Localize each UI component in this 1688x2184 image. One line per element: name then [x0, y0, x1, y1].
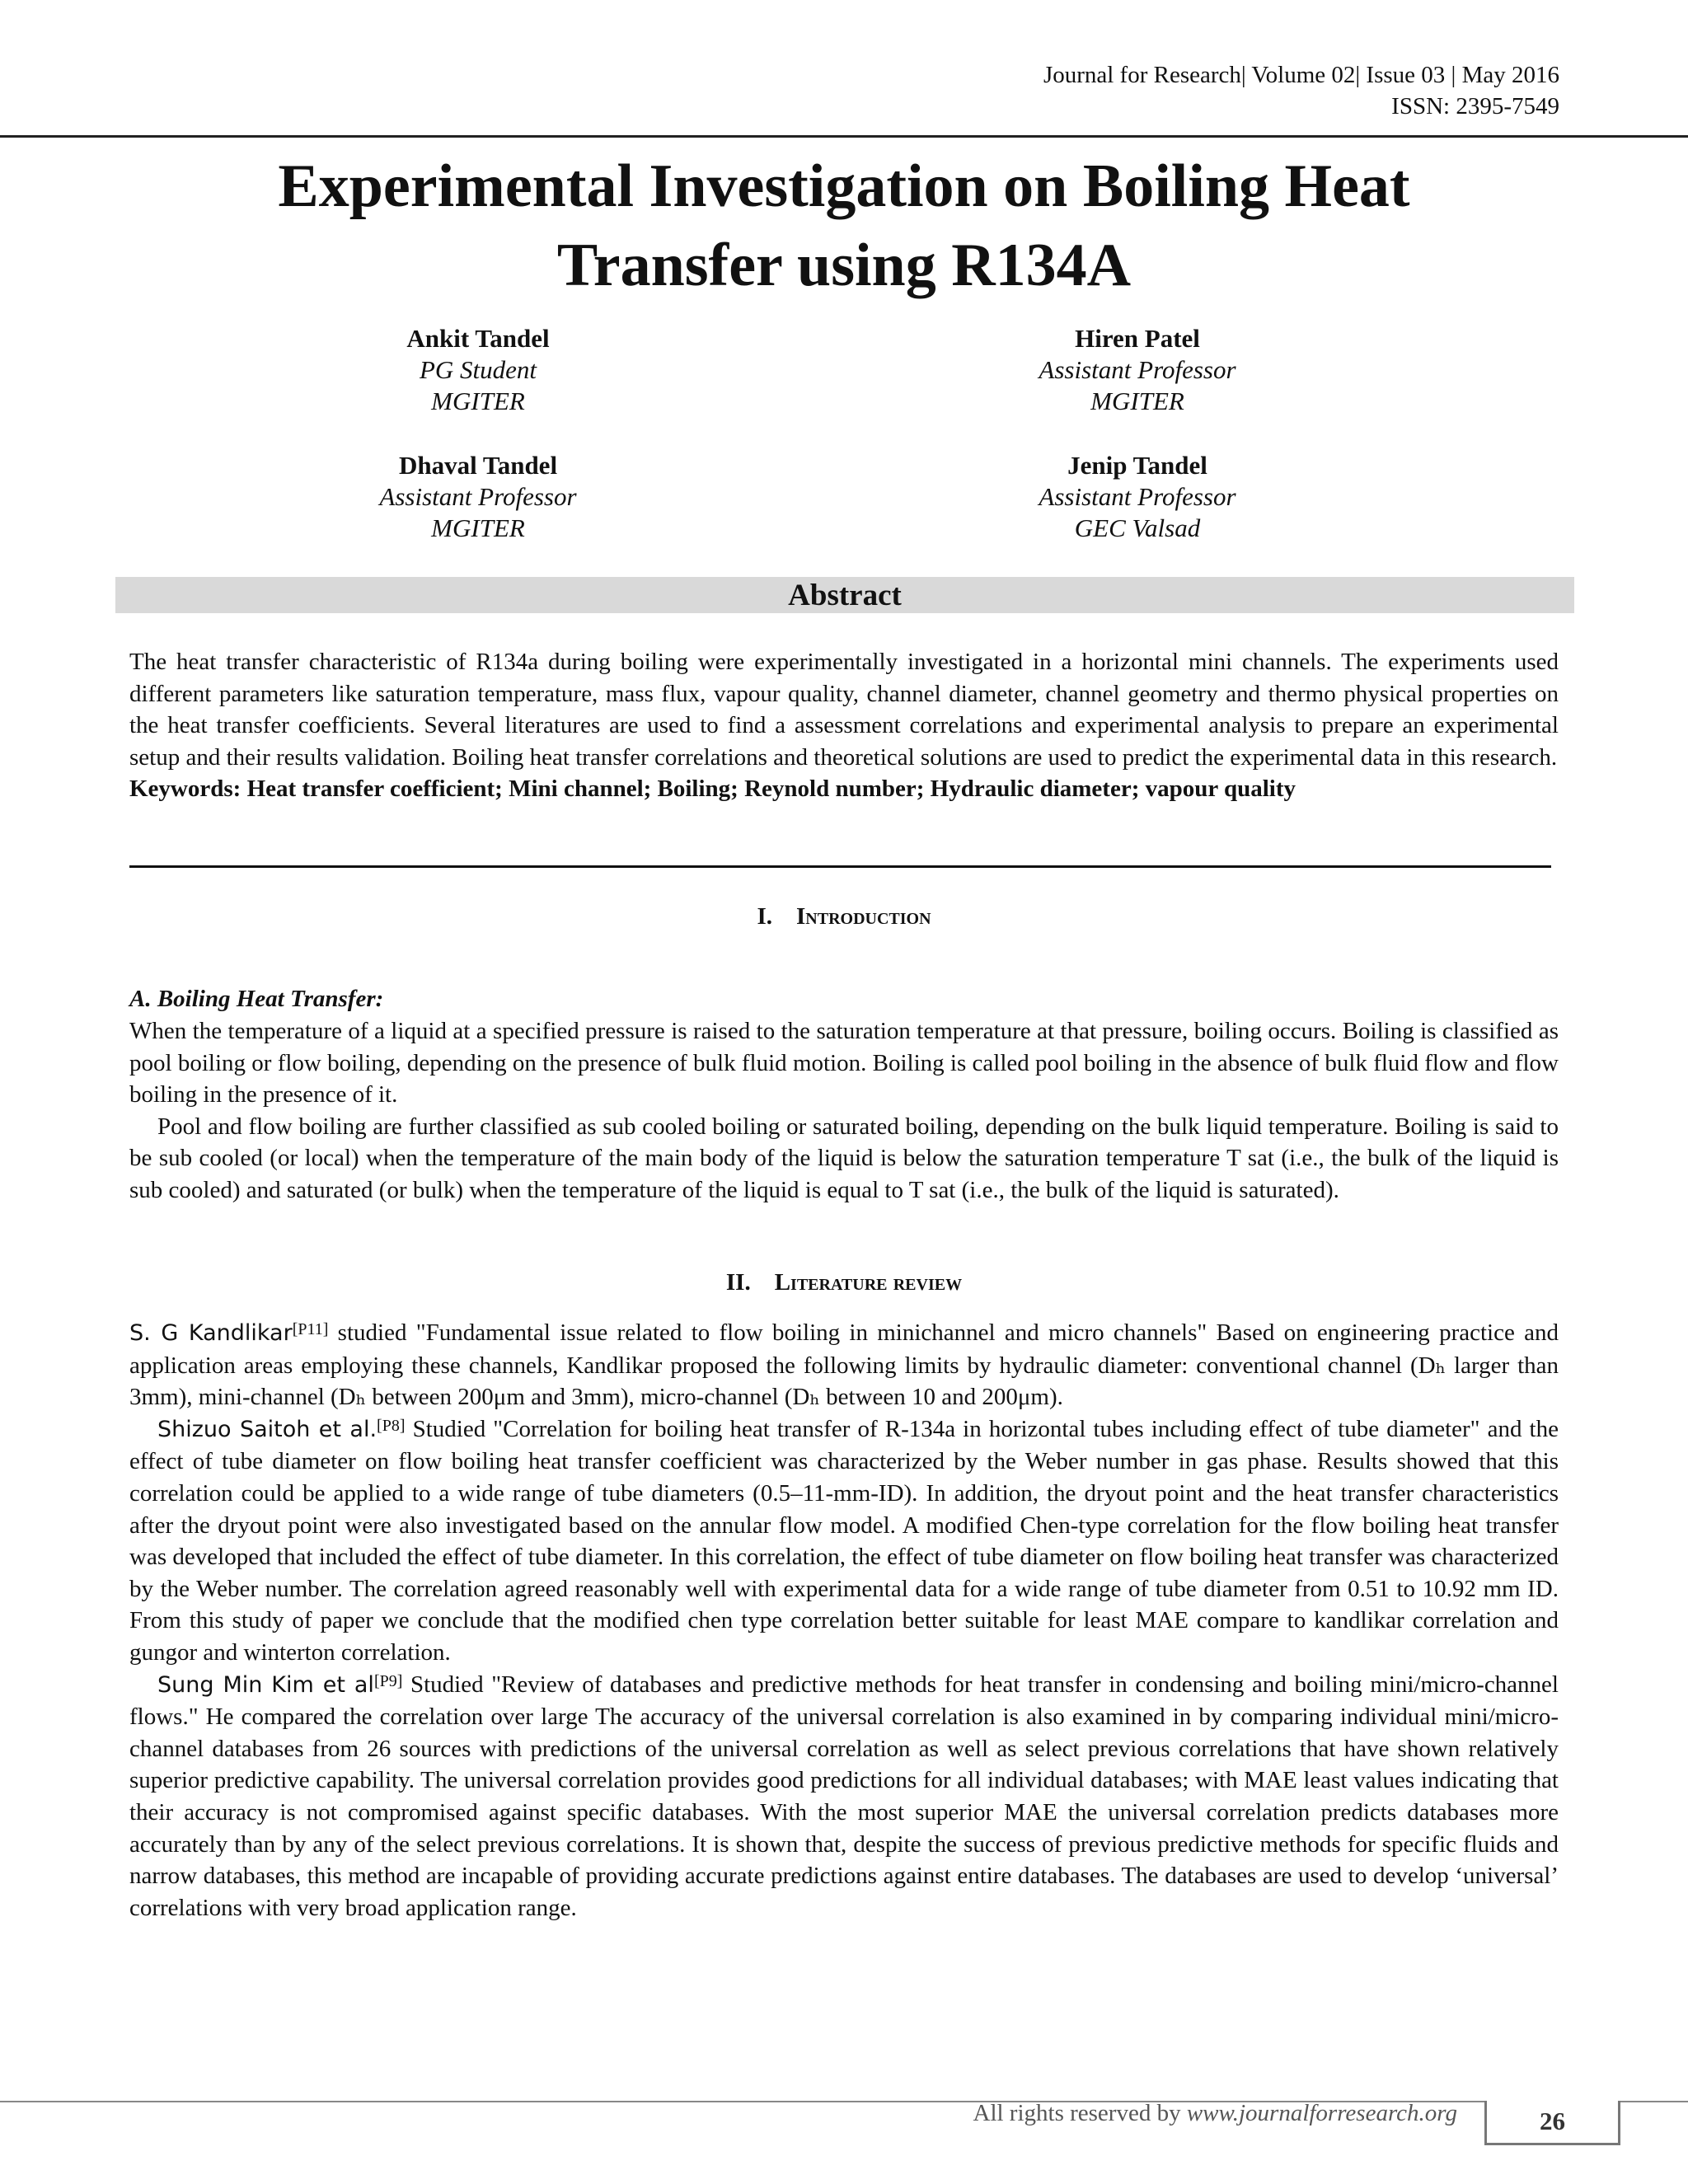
- title-line-2: Transfer using R134A: [556, 232, 1132, 299]
- author-4: [931, 450, 1343, 544]
- author-role: Assistant Professor: [1039, 482, 1236, 511]
- keywords: Keywords: Heat transfer coefficient; Mini channel; Boiling; Reynold number; Hydraulic diameter; vapour quality: [129, 776, 1296, 803]
- rights-text: All rights reserved by: [973, 2100, 1187, 2126]
- author-affiliation: MGITER: [431, 513, 525, 542]
- footer-rights: [973, 2100, 1458, 2127]
- literature-body: [129, 1317, 1559, 1924]
- journal-info: Journal for Research| Volume 02| Issue 03 | May 2016: [1043, 62, 1559, 88]
- reference-mark: [P8]: [377, 1416, 406, 1435]
- paragraph: [129, 1669, 1559, 1924]
- paragraph: When the temperature of a liquid at a specified pressure is raised to the saturation temperature at that pressure, boiling occurs. Boiling is classified as pool boiling or flow boiling, depending on the presence of bulk fluid motion. Boiling is called pool boiling in the absence of bulk fluid flow and flow boiling in the presence of it.: [129, 1018, 1559, 1108]
- header-rule: [0, 135, 1688, 138]
- section-heading-literature: [0, 1269, 1688, 1296]
- page-number: 26: [1484, 2101, 1620, 2145]
- author-name: Ankit Tandel: [406, 324, 550, 353]
- paragraph: [129, 1317, 1559, 1413]
- section-heading-introduction: [0, 903, 1688, 930]
- paper-title: [124, 147, 1564, 305]
- subsection-heading: A. Boiling Heat Transfer:: [129, 986, 384, 1012]
- author-affiliation: GEC Valsad: [1074, 513, 1201, 542]
- abstract-body: [129, 646, 1559, 805]
- journal-header: [1043, 59, 1559, 122]
- paragraph-text: studied "Fundamental issue related to flow boiling in minichannel and micro channels" Based on engineering practice and application areas employing these channels, Kandlikar proposed the following limits by hydraulic diameter: conventional channel (Dₕ larger than 3mm), mini-channel (Dₕ between 200μm and 3mm), micro-channel (Dₕ between 10 and 200μm).: [129, 1319, 1559, 1411]
- reference-mark: [P9]: [373, 1671, 403, 1690]
- abstract-heading: Abstract: [115, 577, 1574, 613]
- author-name: Jenip Tandel: [1067, 451, 1207, 480]
- paragraph-text: Studied "Review of databases and predictive methods for heat transfer in condensing and boiling mini/micro-channel flows." He compared the correlation over large The accuracy of the universal correlation is also examined in by comparing individual mini/micro-channel databases from 26 sources with predictions of the universal correlation as well as select previous correlations that have shown relatively superior predictive capability. The universal correlation provides good predictions for all individual databases; with MAE least values indicating that their accuracy is not compromised against specific databases. With the most superior MAE the universal correlation predicts databases more accurately than by any of the select previous correlations. It is shown that, despite the success of previous predictive methods for specific fluids and narrow databases, this method are incapable of providing accurate predictions against entire databases. The databases are used to develop ‘universal’ correlations with very broad application range.: [129, 1671, 1559, 1921]
- author-affiliation: MGITER: [431, 387, 525, 415]
- section-title: Introduction: [796, 903, 931, 930]
- author-2: [931, 323, 1343, 417]
- introduction-body: [129, 1015, 1559, 1207]
- author-role: Assistant Professor: [1039, 355, 1236, 384]
- issn: ISSN: 2395-7549: [1391, 93, 1559, 120]
- paragraph: [129, 1413, 1559, 1669]
- title-line-1: Experimental Investigation on Boiling Heat: [278, 152, 1410, 220]
- section-title: Literature review: [774, 1269, 963, 1296]
- abstract-text: The heat transfer characteristic of R134a during boiling were experimentally investigated in a horizontal mini channels. The experiments used different parameters like saturation temperature, mass flux, vapour quality, channel diameter, channel geometry and thermo physical properties on the heat transfer coefficients. Several literatures are used to find a assessment correlations and experimental analysis to prepare an experimental setup and their results validation. Boiling heat transfer correlations and theoretical solutions are used to predict the experimental data in this research.: [129, 649, 1559, 771]
- reference-mark: [P11]: [292, 1320, 329, 1338]
- author-role: Assistant Professor: [379, 482, 577, 511]
- cited-author: S. G Kandlikar: [129, 1320, 293, 1346]
- journal-url[interactable]: www.journalforresearch.org: [1186, 2100, 1457, 2126]
- author-name: Hiren Patel: [1075, 324, 1200, 353]
- author-1: [272, 323, 684, 417]
- author-affiliation: MGITER: [1090, 387, 1184, 415]
- section-number: I.: [757, 903, 772, 930]
- section-number: II.: [725, 1269, 751, 1296]
- paragraph-text: Studied "Correlation for boiling heat transfer of R-134a in horizontal tubes including effect of tube diameter" and the effect of tube diameter on flow boiling heat transfer coefficient was characterized by the Weber number in gas phase. Results showed that this correlation could be applied to a wide range of tube diameters (0.5–11-mm-ID). In addition, the dryout point and the heat transfer characteristics after the dryout point were also investigated based on the annular flow model. A modified Chen-type correlation for the flow boiling heat transfer was developed that included the effect of tube diameter. In this correlation, the effect of tube diameter on flow boiling heat transfer was characterized by the Weber number. The correlation agreed reasonably well with experimental data for a wide range of tube diameter from 0.51 to 10.92 mm ID. From this study of paper we conclude that the modified chen type correlation better suitable for least MAE compare to kandlikar correlation and gungor and winterton correlation.: [129, 1415, 1559, 1666]
- author-3: [272, 450, 684, 544]
- footer-rule-right: [1620, 2101, 1688, 2102]
- paragraph: Pool and flow boiling are further classified as sub cooled boiling or saturated boiling, depending on the bulk liquid temperature. Boiling is said to be sub cooled (or local) when the temperature of the main body of the liquid is below the saturation temperature T sat (i.e., the bulk of the liquid is sub cooled) and saturated (or bulk) when the temperature of the liquid is equal to T sat (i.e., the bulk of the liquid is saturated).: [129, 1113, 1559, 1203]
- abstract-separator: [129, 865, 1551, 868]
- cited-author: Shizuo Saitoh et al.: [157, 1416, 377, 1442]
- author-role: PG Student: [419, 355, 537, 384]
- cited-author: Sung Min Kim et al: [157, 1671, 374, 1698]
- author-name: Dhaval Tandel: [398, 451, 558, 480]
